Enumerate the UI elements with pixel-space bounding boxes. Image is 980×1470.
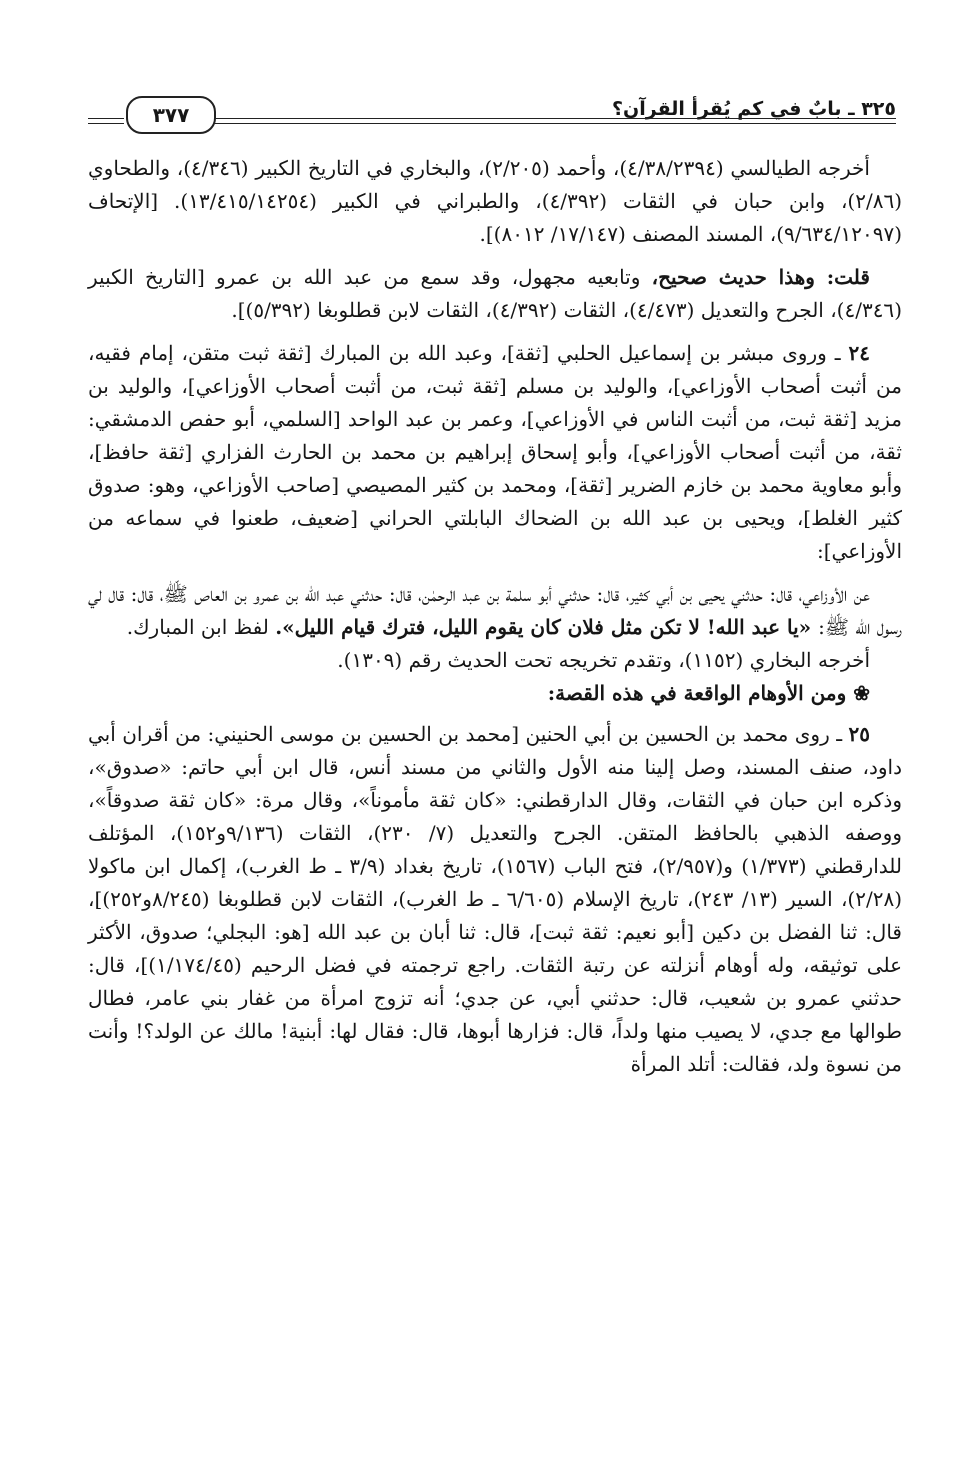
narration-chain-25-text: ـ روى محمد بن الحسين بن أبي الحنين [محمد بن الحسين بن موسى الحنيني: من أقران أبي داود، صنف المسند، وصل إلينا منه الأول والثاني من مسند أنس، قال ابن أبي حاتم: «صدوق»، وذكره ابن حبان في الثقات، وقال الدارقطني: «كان ثقة مأموناً»، وقال مرة: «كان ثقة صدوقاً»، ووصفه الذهبي بالحافظ المتقن. الجرح والتعديل (٧/ ٢٣٠)، الثقات (٩/١٣٦و١٥٢)، المؤتلف للدارقطني (١/٣٧٣) و(٢/٩٥٧)، فتح الباب (١٥٦٧)، تاريخ بغداد (٣/٩ ـ ط الغرب)، إكمال ابن ماكولا (٢/٢٨)، السير (١٣/ ٢٤٣)، تاريخ الإسلام (٦/٦٠٥ ـ ط الغرب)، الثقات لابن قطلوبغا (٨/٢٤٥و٢٥٢)]، قال: ثنا الفضل بن دكين [أبو نعيم: ثقة ثبت]، قال: ثنا أبان بن عبد الله [هو: البجلي؛ صدوق، الأكثر على توثيقه، وله أوهام أنزلته عن رتبة الثقات. راجع ترجمته في فضل الرحيم (١/١٧٤/٤٥)]، قال: حدثني عمرو بن شعيب، قال: حدثني أبي، عن جدي؛ أنه تزوج امرأة من غفار بني عامر، فطال طوالها مع جدي، لا يصيب منها ولداً، قال: فزارها أبوها، قال: فقال لها: أبنية! مالك عن الولد؟! وأنت من نسوة ولد، فقالت: أتلد المرأة [88,722,903,1076]
narration-chain-text: ـ وروى مبشر بن إسماعيل الحلبي [ثقة]، وعبد الله بن المبارك [ثقة ثبت متقن، إمام فقيه، من أثبت أصحاب الأوزاعي]، والوليد بن مسلم [ثقة ثبت، من أثبت أصحاب الأوزاعي]، والوليد بن مزيد [ثقة ثبت، من أثبت الناس في الأوزاعي]، وعمر بن عبد الواحد [السلمي، أبو حفص الدمشقي: ثقة، من أثبت أصحاب الأوزاعي]، وأبو إسحاق إبراهيم بن محمد بن الحارث الفزاري [ثقة حافظ]، وأبو معاوية محمد بن خازم الضرير [ثقة]، ومحمد بن كثير المصيصي [صاحب الأوزاعي، وهو: صدوق كثير الغلط]، ويحيى بن عبد الله بن الضحاك البابلتي الحراني [ضعيف، طعنوا في سماعه من الأوزاعي]: [88,341,902,563]
page-number-badge [126,96,216,134]
header-rule-right-lower [214,123,896,124]
header-rule-left-lower [88,123,124,124]
item-number-24: ٢٤ [848,341,870,365]
narration-chain-25 [88,718,902,1081]
hadith-matn: «يا عبد الله! لا تكن مثل فلان كان يقوم الليل، فترك قيام الليل». [275,615,819,639]
bukhari-reference: أخرجه البخاري (١١٥٢)، وتقدم تخريجه تحت الحديث رقم (١٣٠٩). [337,648,870,672]
section-heading-errors: ❀ ومن الأوهام الواقعة في هذه القصة: [547,681,870,705]
wording-note: لفظ ابن المبارك. [126,615,276,639]
page-body [88,152,902,1081]
commentary-paragraph [88,261,902,327]
header-rule-right [214,118,896,119]
narration-chain-24 [88,337,902,568]
page-header [88,96,896,140]
verdict-lead: قلت: وهذا حديث صحيح، [651,265,870,289]
isnad-text: عن الأوزاعي، قال: حدثني يحيى بن أبي كثير، قال: حدثني أبو سلمة بن عبد الرحمٰن، قال: حدثني عبد الله بن عمرو بن العاص ﷺ، قال: قال لي رسول الله ﷺ: [88,582,902,639]
commentary-text: وتابعيه مجهول، وقد سمع من عبد الله بن عمرو [التاريخ الكبير (٤/٣٤٦)، الجرح والتعديل (٤/٤٧٣)، الثقات (٤/٣٩٢)، الثقات لابن قطلوبغا (٥/٣٩٢)]. [88,265,902,322]
hadith-paragraph [88,578,902,644]
takhrij-paragraph: أخرجه الطيالسي (٤/٣٨/٢٣٩٤)، وأحمد (٢/٢٠٥)، والبخاري في التاريخ الكبير (٤/٣٤٦)، والطحاوي (٢/٨٦)، وابن حبان في الثقات (٤/٣٩٢)، والطبراني في الكبير (١٣/٤١٥/١٤٢٥٤). [الإتحاف (٩/٦٣٤/١٢٠٩٧)، المسند المصنف (١٧/١٤٧/ ٨٠١٢)]. [88,156,902,246]
item-number-25: ٢٥ [848,722,870,746]
header-rule-left [88,118,124,119]
page-number: ٣٧٧ [152,103,190,127]
chapter-title: ٣٢٥ ـ بابٌ في كم يُقرأ القرآن؟ [612,98,896,120]
